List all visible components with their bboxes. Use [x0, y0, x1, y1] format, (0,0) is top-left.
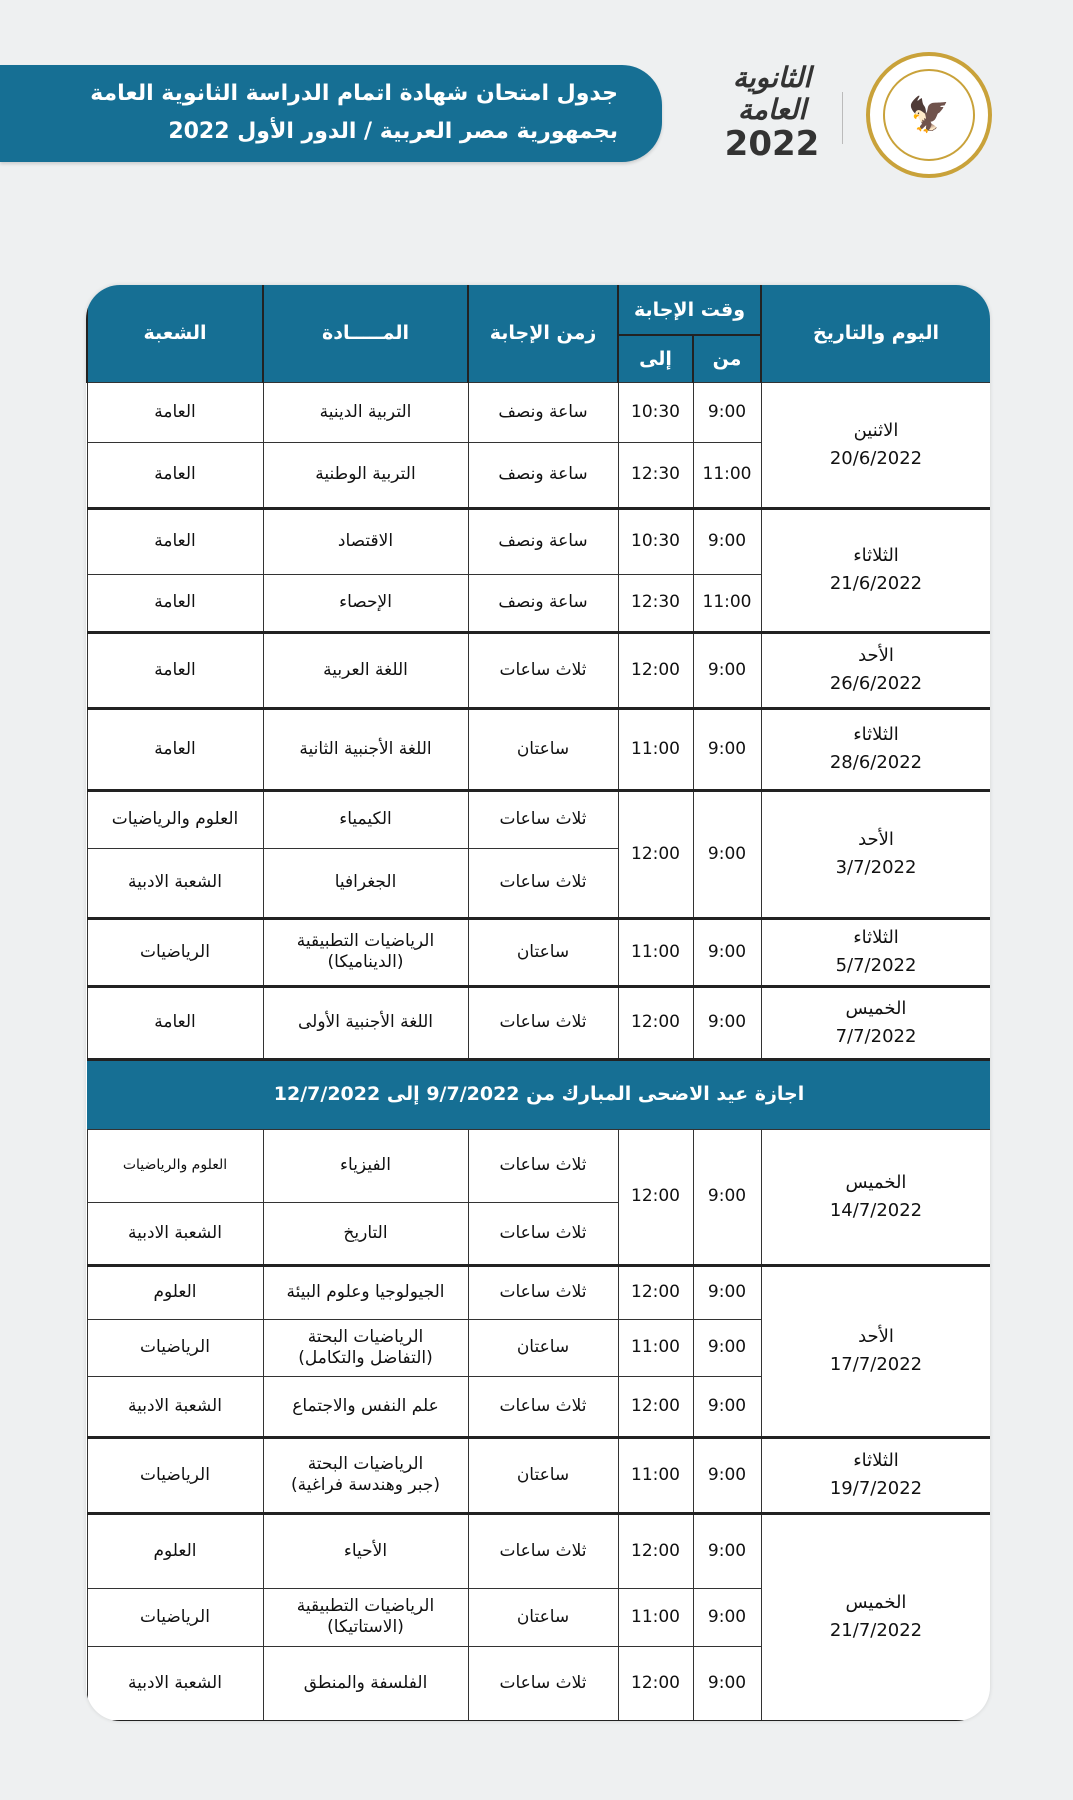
branch-cell: الرياضيات [87, 918, 263, 986]
duration-cell: ثلاث ساعات [468, 986, 618, 1059]
duration-cell: ثلاث ساعات [468, 1513, 618, 1588]
subject-cell: الرياضيات البحتة (التفاضل والتكامل) [263, 1319, 468, 1376]
day-date-cell [761, 986, 990, 1059]
duration-cell: ثلاث ساعات [468, 1646, 618, 1721]
duration-cell: ثلاث ساعات [468, 1376, 618, 1437]
subject-cell: اللغة الأجنبية الأولى [263, 986, 468, 1059]
day-date-cell [761, 1513, 990, 1721]
day-name: الأحد [858, 1326, 894, 1347]
exam-date: 19/7/2022 [829, 1478, 923, 1499]
exam-date: 5/7/2022 [835, 955, 917, 976]
branch-cell: العلوم [87, 1265, 263, 1319]
day-date-cell [761, 1129, 990, 1265]
table-row [87, 1437, 990, 1513]
subject-cell: الاقتصاد [263, 508, 468, 574]
branch-cell: الشعبة الادبية [87, 1376, 263, 1437]
header-to: إلى [618, 335, 693, 382]
from-time: 9:00 [693, 1376, 761, 1437]
duration-cell: ساعتان [468, 708, 618, 790]
subject-cell: الإحصاء [263, 574, 468, 632]
duration-cell: ثلاث ساعات [468, 1202, 618, 1265]
logo-divider [842, 92, 843, 144]
branch-cell: العلوم [87, 1513, 263, 1588]
title-line-1: جدول امتحان شهادة اتمام الدراسة الثانوية العامة [90, 81, 618, 106]
day-name: الأحد [858, 645, 894, 666]
table-row [87, 1129, 990, 1202]
branch-cell: العلوم والرياضيات [87, 1129, 263, 1202]
subject-cell: التربية الوطنية [263, 442, 468, 508]
branch-cell: العامة [87, 574, 263, 632]
to-time: 11:00 [618, 1437, 693, 1513]
to-time: 12:00 [618, 986, 693, 1059]
branch-cell: العامة [87, 442, 263, 508]
day-date-cell [761, 1265, 990, 1437]
to-time: 12:00 [618, 790, 693, 918]
subject-cell: الرياضيات البحتة (جبر وهندسة فراغية) [263, 1437, 468, 1513]
day-name: الاثنين [853, 419, 899, 441]
exam-date: 14/7/2022 [829, 1199, 923, 1221]
day-date-cell [761, 918, 990, 986]
duration-cell: ساعتان [468, 1319, 618, 1376]
subject-cell: اللغة العربية [263, 632, 468, 708]
exam-schedule-table [86, 285, 990, 1721]
from-time: 9:00 [693, 1513, 761, 1588]
branch-cell: العامة [87, 632, 263, 708]
subject-cell: الأحياء [263, 1513, 468, 1588]
subject-cell: الرياضيات التطبيقية (الديناميكا) [263, 918, 468, 986]
from-time: 11:00 [693, 442, 761, 508]
subject-cell: علم النفس والاجتماع [263, 1376, 468, 1437]
branch-cell: الرياضيات [87, 1319, 263, 1376]
holiday-notice: اجازة عيد الاضحى المبارك من 9/7/2022 إلى 12/7/2022 [87, 1059, 990, 1129]
header-duration: زمن الإجابة [468, 285, 618, 382]
branch-cell: الشعبة الادبية [87, 1202, 263, 1265]
exam-date: 21/7/2022 [829, 1620, 923, 1641]
from-time: 9:00 [693, 1319, 761, 1376]
duration-cell: ثلاث ساعات [468, 632, 618, 708]
table-row [87, 918, 990, 986]
from-time: 9:00 [693, 790, 761, 918]
from-time: 9:00 [693, 986, 761, 1059]
from-time: 9:00 [693, 1646, 761, 1721]
duration-cell: ثلاث ساعات [468, 1129, 618, 1202]
duration-cell: ثلاث ساعات [468, 848, 618, 918]
subject-cell: الرياضيات التطبيقية (الاستاتيكا) [263, 1588, 468, 1646]
to-time: 12:00 [618, 1265, 693, 1319]
to-time: 12:00 [618, 1513, 693, 1588]
header-subject: المـــــادة [263, 285, 468, 382]
to-time: 12:00 [618, 632, 693, 708]
day-name: الخميس [845, 1592, 907, 1613]
duration-cell: ساعتان [468, 1588, 618, 1646]
subject-cell: الكيمياء [263, 790, 468, 848]
from-time: 9:00 [693, 632, 761, 708]
exam-date: 20/6/2022 [829, 447, 923, 469]
to-time: 12:00 [618, 1376, 693, 1437]
day-name: الثلاثاء [853, 1450, 899, 1471]
header-from: من [693, 335, 761, 382]
duration-cell: ثلاث ساعات [468, 790, 618, 848]
subject-cell: الفلسفة والمنطق [263, 1646, 468, 1721]
day-date-cell [761, 708, 990, 790]
title-line-2: بجمهورية مصر العربية / الدور الأول 2022 [168, 119, 618, 144]
duration-cell: ساعتان [468, 1437, 618, 1513]
day-name: الثلاثاء [853, 724, 899, 745]
day-name: الخميس [845, 997, 907, 1019]
subject-cell: التاريخ [263, 1202, 468, 1265]
branch-cell: الشعبة الادبية [87, 848, 263, 918]
from-time: 9:00 [693, 1129, 761, 1265]
header-day-date: اليوم والتاريخ [761, 285, 990, 382]
table-row [87, 1513, 990, 1588]
from-time: 9:00 [693, 508, 761, 574]
from-time: 9:00 [693, 1265, 761, 1319]
duration-cell: ساعة ونصف [468, 382, 618, 442]
duration-cell: ساعة ونصف [468, 442, 618, 508]
subject-cell: الجيولوجيا وعلوم البيئة [263, 1265, 468, 1319]
table-row [87, 1265, 990, 1319]
subject-cell: الجغرافيا [263, 848, 468, 918]
day-date-cell [761, 790, 990, 918]
day-date-cell [761, 382, 990, 508]
eagle-icon: 🦅 [883, 69, 975, 161]
day-date-cell [761, 1437, 990, 1513]
to-time: 12:00 [618, 1129, 693, 1265]
day-name: الثلاثاء [853, 545, 899, 566]
table-row [87, 986, 990, 1059]
title-banner [0, 65, 662, 162]
branch-cell: العلوم والرياضيات [87, 790, 263, 848]
thanaweya-2022-logo: الثانوية العامة 2022 [724, 61, 820, 164]
exam-date: 28/6/2022 [829, 752, 923, 773]
to-time: 12:30 [618, 442, 693, 508]
table-row [87, 382, 990, 442]
day-date-cell [761, 508, 990, 632]
holiday-row [87, 1059, 990, 1129]
table-row [87, 708, 990, 790]
subject-cell: الفيزياء [263, 1129, 468, 1202]
from-time: 11:00 [693, 574, 761, 632]
exam-date: 7/7/2022 [835, 1025, 917, 1047]
exam-date: 17/7/2022 [829, 1354, 923, 1375]
from-time: 9:00 [693, 918, 761, 986]
table-row [87, 508, 990, 574]
branch-cell: الرياضيات [87, 1588, 263, 1646]
branch-cell: العامة [87, 708, 263, 790]
to-time: 10:30 [618, 508, 693, 574]
to-time: 12:00 [618, 1646, 693, 1721]
branch-cell: الرياضيات [87, 1437, 263, 1513]
schedule-body [87, 382, 990, 1721]
exam-date: 21/6/2022 [829, 573, 923, 594]
duration-cell: ساعة ونصف [468, 508, 618, 574]
subject-cell: التربية الدينية [263, 382, 468, 442]
duration-cell: ساعة ونصف [468, 574, 618, 632]
from-time: 9:00 [693, 1437, 761, 1513]
from-time: 9:00 [693, 708, 761, 790]
to-time: 11:00 [618, 918, 693, 986]
table-row [87, 790, 990, 848]
day-name: الأحد [858, 829, 894, 850]
branch-cell: الشعبة الادبية [87, 1646, 263, 1721]
to-time: 10:30 [618, 382, 693, 442]
branch-cell: العامة [87, 986, 263, 1059]
subject-cell: اللغة الأجنبية الثانية [263, 708, 468, 790]
to-time: 11:00 [618, 1588, 693, 1646]
to-time: 11:00 [618, 1319, 693, 1376]
branch-cell: العامة [87, 508, 263, 574]
table-row [87, 632, 990, 708]
day-date-cell [761, 632, 990, 708]
to-time: 11:00 [618, 708, 693, 790]
ministry-seal-logo [866, 52, 992, 178]
day-name: الخميس [845, 1171, 907, 1193]
from-time: 9:00 [693, 1588, 761, 1646]
to-time: 12:30 [618, 574, 693, 632]
duration-cell: ساعتان [468, 918, 618, 986]
exam-date: 3/7/2022 [835, 857, 917, 878]
duration-cell: ثلاث ساعات [468, 1265, 618, 1319]
day-name: الثلاثاء [853, 927, 899, 948]
header-branch: الشعبة [87, 285, 263, 382]
exam-date: 26/6/2022 [829, 673, 923, 694]
branch-cell: العامة [87, 382, 263, 442]
from-time: 9:00 [693, 382, 761, 442]
header-answer-time: وقت الإجابة [618, 285, 761, 335]
